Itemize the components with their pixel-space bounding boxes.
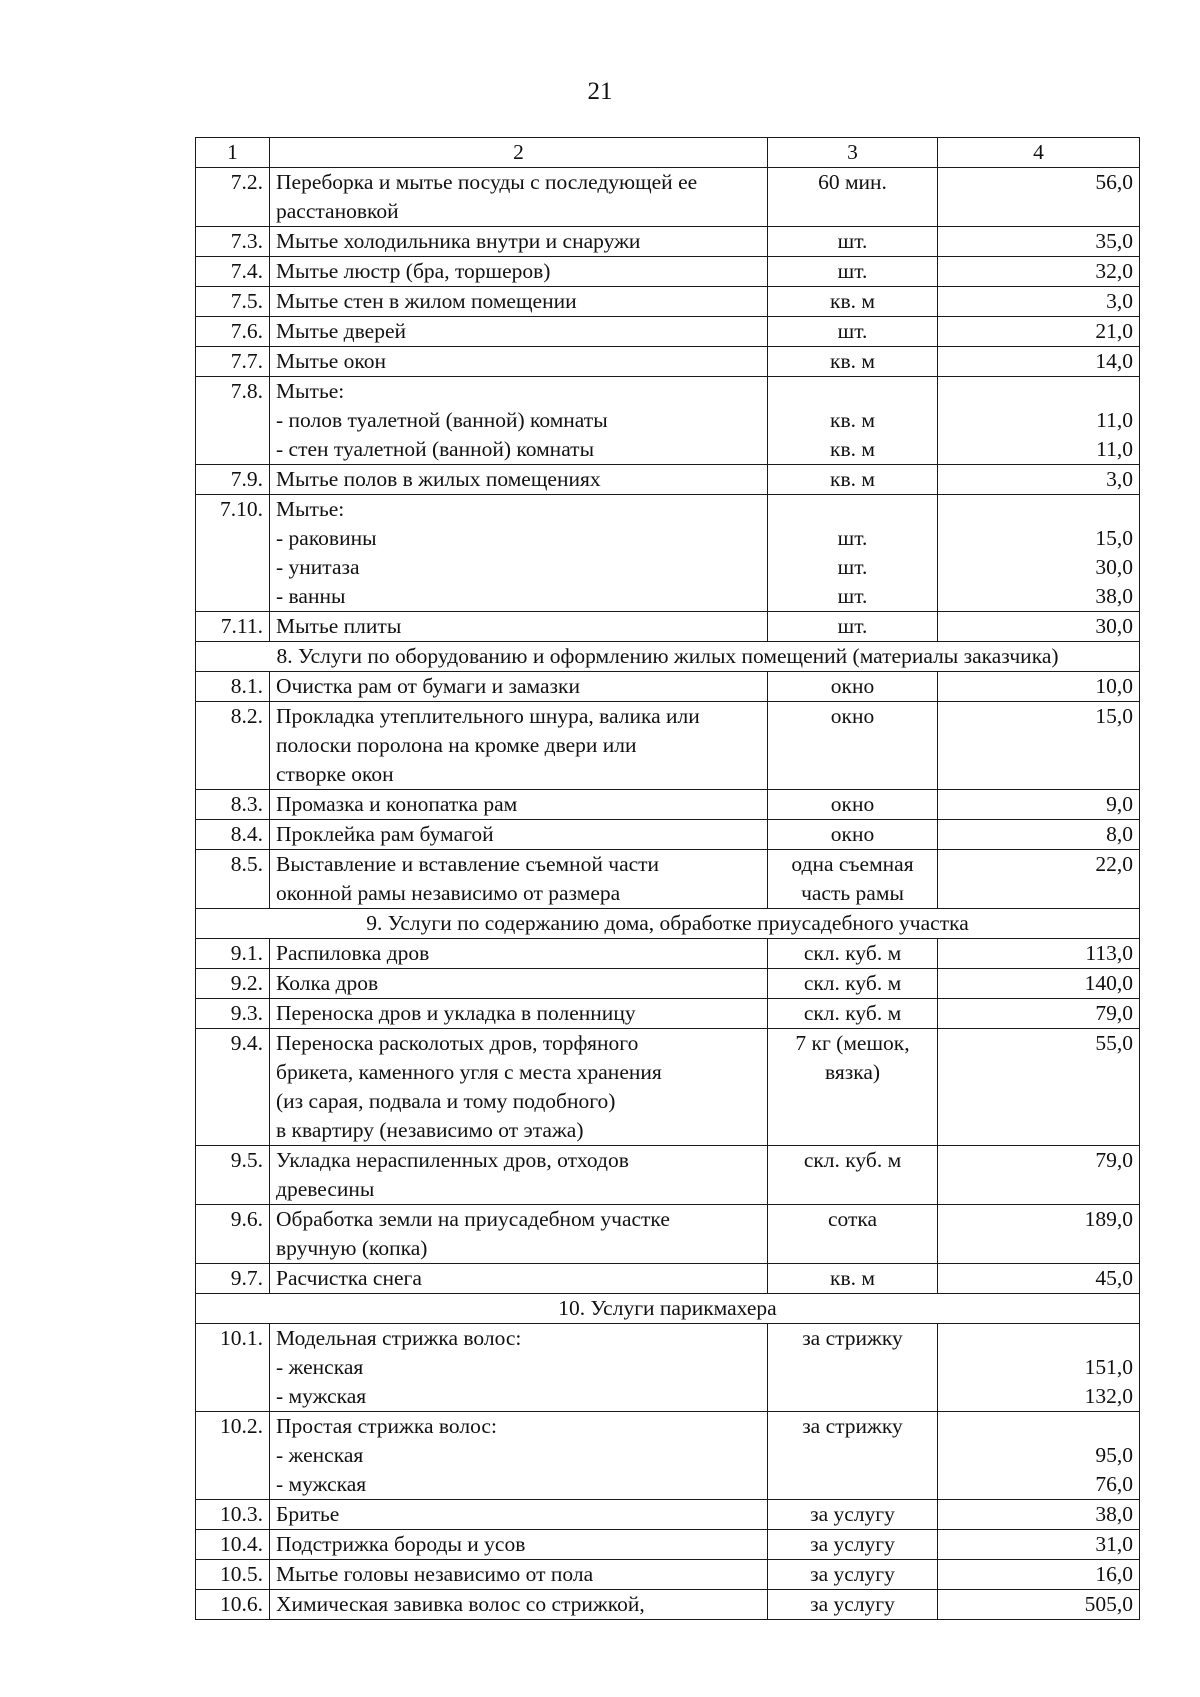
service-description-line: Модельная стрижка волос: bbox=[276, 1326, 522, 1350]
price-cell bbox=[938, 317, 1140, 347]
price-line: 11,0 bbox=[1096, 408, 1133, 432]
price-line: 15,0 bbox=[1095, 704, 1133, 728]
unit-of-measure-line: кв. м bbox=[830, 1266, 875, 1290]
table-row bbox=[196, 1324, 1140, 1412]
unit-of-measure-cell bbox=[768, 1029, 938, 1146]
unit-of-measure-cell bbox=[768, 820, 938, 850]
item-number: 10.5. bbox=[196, 1560, 270, 1590]
unit-of-measure-line: шт. bbox=[837, 584, 868, 608]
service-description-line: Мытье: bbox=[276, 379, 345, 403]
item-number: 7.9. bbox=[196, 465, 270, 495]
price-line: 151,0 bbox=[1084, 1355, 1133, 1379]
unit-of-measure-line: за услугу bbox=[810, 1502, 895, 1526]
unit-of-measure-line: шт. bbox=[837, 555, 868, 579]
item-number: 7.7. bbox=[196, 347, 270, 377]
price-line bbox=[944, 1412, 1133, 1441]
service-description-line: Промазка и конопатка рам bbox=[276, 792, 518, 816]
unit-of-measure-cell bbox=[768, 227, 938, 257]
section-title: 9. Услуги по содержанию дома, обработке приусадебного участка bbox=[196, 909, 1140, 939]
service-description-line: - раковины bbox=[276, 526, 377, 550]
unit-of-measure-line: кв. м bbox=[830, 349, 875, 373]
service-description-cell bbox=[270, 790, 768, 820]
service-description-cell bbox=[270, 672, 768, 702]
item-number: 10.4. bbox=[196, 1530, 270, 1560]
table-row bbox=[196, 702, 1140, 790]
service-description-line: Прокладка утеплительного шнура, валика или bbox=[276, 704, 700, 728]
unit-of-measure-line: одна съемная bbox=[791, 852, 914, 876]
price-line: 3,0 bbox=[1106, 289, 1133, 313]
unit-of-measure-cell bbox=[768, 1412, 938, 1500]
table-row bbox=[196, 1500, 1140, 1530]
service-description-line: Переборка и мытье посуды с последующей ее bbox=[276, 170, 698, 194]
service-description-cell bbox=[270, 612, 768, 642]
price-cell bbox=[938, 287, 1140, 317]
unit-of-measure-cell bbox=[768, 1264, 938, 1294]
unit-of-measure-cell bbox=[768, 1324, 938, 1412]
price-cell bbox=[938, 612, 1140, 642]
price-line: 11,0 bbox=[1096, 437, 1133, 461]
table-row bbox=[196, 317, 1140, 347]
unit-of-measure-line: скл. куб. м bbox=[803, 941, 902, 965]
service-description-line: Укладка нераспиленных дров, отходов bbox=[276, 1148, 629, 1172]
price-line bbox=[944, 377, 1133, 406]
price-line: 22,0 bbox=[1095, 852, 1133, 876]
unit-of-measure-cell bbox=[768, 347, 938, 377]
price-line: 79,0 bbox=[1095, 1001, 1133, 1025]
price-line: 38,0 bbox=[1095, 1502, 1133, 1526]
header-cell-2: 2 bbox=[270, 138, 768, 168]
item-number: 7.11. bbox=[196, 612, 270, 642]
unit-of-measure-line: кв. м bbox=[830, 289, 875, 313]
price-line: 31,0 bbox=[1095, 1532, 1133, 1556]
price-line: 56,0 bbox=[1095, 170, 1133, 194]
service-description-line: вручную (копка) bbox=[276, 1236, 428, 1260]
item-number: 9.6. bbox=[196, 1205, 270, 1264]
service-description-cell bbox=[270, 1560, 768, 1590]
price-cell bbox=[938, 347, 1140, 377]
price-cell bbox=[938, 465, 1140, 495]
price-line: 505,0 bbox=[1084, 1592, 1133, 1616]
service-description-line: Проклейка рам бумагой bbox=[276, 822, 494, 846]
unit-of-measure-cell bbox=[768, 969, 938, 999]
price-cell bbox=[938, 702, 1140, 790]
price-cell bbox=[938, 969, 1140, 999]
service-description-cell bbox=[270, 287, 768, 317]
service-description-line: Мытье головы независимо от пола bbox=[276, 1562, 594, 1586]
unit-of-measure-line: кв. м bbox=[830, 467, 875, 491]
price-line: 30,0 bbox=[1095, 614, 1133, 638]
unit-of-measure-cell bbox=[768, 317, 938, 347]
service-description-line: Колка дров bbox=[276, 971, 379, 995]
table-row bbox=[196, 969, 1140, 999]
service-description-line: Обработка земли на приусадебном участке bbox=[276, 1207, 670, 1231]
price-cell bbox=[938, 1264, 1140, 1294]
service-description-cell bbox=[270, 377, 768, 465]
unit-of-measure-cell bbox=[768, 999, 938, 1029]
price-cell bbox=[938, 227, 1140, 257]
service-description-cell bbox=[270, 1029, 768, 1146]
price-cell bbox=[938, 1029, 1140, 1146]
service-description-line: створке окон bbox=[276, 762, 394, 786]
service-description-cell bbox=[270, 227, 768, 257]
price-line: 95,0 bbox=[1095, 1443, 1133, 1467]
unit-of-measure-line: за стрижку bbox=[802, 1326, 903, 1350]
unit-of-measure-line: кв. м bbox=[830, 437, 875, 461]
unit-of-measure-cell bbox=[768, 287, 938, 317]
unit-of-measure-line: окно bbox=[830, 822, 875, 846]
service-description-cell bbox=[270, 1412, 768, 1500]
service-description-cell bbox=[270, 702, 768, 790]
page-number: 21 bbox=[587, 78, 613, 105]
item-number: 10.3. bbox=[196, 1500, 270, 1530]
unit-of-measure-line: за услугу bbox=[810, 1592, 895, 1616]
price-cell bbox=[938, 257, 1140, 287]
service-description-line: древесины bbox=[276, 1177, 375, 1201]
unit-of-measure-line bbox=[774, 495, 931, 524]
service-description-line: Расчистка снега bbox=[276, 1266, 422, 1290]
item-number: 8.1. bbox=[196, 672, 270, 702]
unit-of-measure-line: 7 кг (мешок, bbox=[795, 1031, 910, 1055]
service-description-line: Бритье bbox=[276, 1502, 340, 1526]
service-description-line: Подстрижка бороды и усов bbox=[276, 1532, 526, 1556]
service-description-cell bbox=[270, 939, 768, 969]
item-number: 7.6. bbox=[196, 317, 270, 347]
service-description-line: Мытье: bbox=[276, 497, 345, 521]
table-row bbox=[196, 1146, 1140, 1205]
unit-of-measure-line: окно bbox=[830, 792, 875, 816]
item-number: 7.3. bbox=[196, 227, 270, 257]
service-description-cell bbox=[270, 347, 768, 377]
unit-of-measure-line: за стрижку bbox=[802, 1414, 903, 1438]
unit-of-measure-cell bbox=[768, 702, 938, 790]
item-number: 9.2. bbox=[196, 969, 270, 999]
unit-of-measure-line: кв. м bbox=[830, 408, 875, 432]
service-description-line: Мытье люстр (бра, торшеров) bbox=[276, 259, 551, 283]
table-row bbox=[196, 820, 1140, 850]
price-cell bbox=[938, 850, 1140, 909]
table-row bbox=[196, 227, 1140, 257]
service-description-line: - ванны bbox=[276, 584, 346, 608]
table-row bbox=[196, 850, 1140, 909]
price-cell bbox=[938, 495, 1140, 612]
service-description-line: брикета, каменного угля с места хранения bbox=[276, 1060, 662, 1084]
service-description-line: Мытье стен в жилом помещении bbox=[276, 289, 577, 313]
table-row bbox=[196, 495, 1140, 612]
header-cell-3: 3 bbox=[768, 138, 938, 168]
unit-of-measure-line: окно bbox=[830, 704, 875, 728]
table-row bbox=[196, 1205, 1140, 1264]
unit-of-measure-cell bbox=[768, 672, 938, 702]
section-title: 10. Услуги парикмахера bbox=[196, 1294, 1140, 1324]
table-row bbox=[196, 287, 1140, 317]
item-number: 8.3. bbox=[196, 790, 270, 820]
unit-of-measure-cell bbox=[768, 168, 938, 227]
item-number: 9.3. bbox=[196, 999, 270, 1029]
unit-of-measure-line: шт. bbox=[837, 229, 868, 253]
service-description-line: - унитаза bbox=[276, 555, 360, 579]
service-description-cell bbox=[270, 1205, 768, 1264]
price-line: 3,0 bbox=[1106, 467, 1133, 491]
unit-of-measure-line: вязка) bbox=[824, 1060, 881, 1084]
table-row bbox=[196, 1412, 1140, 1500]
unit-of-measure-line: за услугу bbox=[810, 1562, 895, 1586]
service-description-line: Переноска дров и укладка в поленницу bbox=[276, 1001, 636, 1025]
service-description-line: (из сарая, подвала и тому подобного) bbox=[276, 1089, 616, 1113]
service-description-cell bbox=[270, 1324, 768, 1412]
service-description-line: Переноска расколотых дров, торфяного bbox=[276, 1031, 639, 1055]
unit-of-measure-cell bbox=[768, 939, 938, 969]
price-line: 8,0 bbox=[1106, 822, 1133, 846]
header-cell-4: 4 bbox=[938, 138, 1140, 168]
service-description-line: расстановкой bbox=[276, 199, 399, 223]
unit-of-measure-cell bbox=[768, 377, 938, 465]
service-description-line: Мытье окон bbox=[276, 349, 387, 373]
service-description-line: Химическая завивка волос со стрижкой, bbox=[276, 1592, 645, 1616]
table-row bbox=[196, 1560, 1140, 1590]
price-cell bbox=[938, 1146, 1140, 1205]
service-description-cell bbox=[270, 257, 768, 287]
unit-of-measure-cell bbox=[768, 495, 938, 612]
price-line: 16,0 bbox=[1095, 1562, 1133, 1586]
service-description-cell bbox=[270, 969, 768, 999]
service-description-line: Распиловка дров bbox=[276, 941, 430, 965]
table-row bbox=[196, 999, 1140, 1029]
service-description-cell bbox=[270, 1500, 768, 1530]
price-line: 38,0 bbox=[1095, 584, 1133, 608]
unit-of-measure-cell bbox=[768, 1590, 938, 1620]
service-description-line: оконной рамы независимо от размера bbox=[276, 881, 621, 905]
section-heading-row bbox=[196, 1294, 1140, 1324]
item-number: 7.5. bbox=[196, 287, 270, 317]
table-row bbox=[196, 257, 1140, 287]
service-description-line: Очистка рам от бумаги и замазки bbox=[276, 674, 580, 698]
price-cell bbox=[938, 672, 1140, 702]
service-description-line: Мытье холодильника внутри и снаружи bbox=[276, 229, 641, 253]
service-description-line: в квартиру (независимо от этажа) bbox=[276, 1118, 584, 1142]
unit-of-measure-cell bbox=[768, 257, 938, 287]
unit-of-measure-line: шт. bbox=[837, 319, 868, 343]
price-line: 45,0 bbox=[1095, 1266, 1133, 1290]
item-number: 7.8. bbox=[196, 377, 270, 465]
header-row bbox=[196, 138, 1140, 168]
service-description-line: - женская bbox=[276, 1355, 364, 1379]
item-number: 9.1. bbox=[196, 939, 270, 969]
unit-of-measure-line: часть рамы bbox=[801, 881, 904, 905]
item-number: 7.2. bbox=[196, 168, 270, 227]
price-line: 30,0 bbox=[1095, 555, 1133, 579]
item-number: 8.4. bbox=[196, 820, 270, 850]
price-line: 76,0 bbox=[1095, 1472, 1133, 1496]
service-description-cell bbox=[270, 999, 768, 1029]
unit-of-measure-line: шт. bbox=[837, 526, 868, 550]
unit-of-measure-cell bbox=[768, 465, 938, 495]
item-number: 8.2. bbox=[196, 702, 270, 790]
service-description-cell bbox=[270, 1146, 768, 1205]
table-row bbox=[196, 612, 1140, 642]
service-description-cell bbox=[270, 317, 768, 347]
table-row bbox=[196, 672, 1140, 702]
service-description-line: Мытье дверей bbox=[276, 319, 406, 343]
table-row bbox=[196, 465, 1140, 495]
price-cell bbox=[938, 1412, 1140, 1500]
service-description-cell bbox=[270, 820, 768, 850]
price-line: 35,0 bbox=[1095, 229, 1133, 253]
service-description-cell bbox=[270, 168, 768, 227]
table-row bbox=[196, 377, 1140, 465]
price-cell bbox=[938, 1324, 1140, 1412]
service-description-cell bbox=[270, 465, 768, 495]
price-line: 140,0 bbox=[1084, 971, 1133, 995]
service-description-cell bbox=[270, 1590, 768, 1620]
table-row bbox=[196, 1590, 1140, 1620]
unit-of-measure-cell bbox=[768, 1560, 938, 1590]
table-row bbox=[196, 347, 1140, 377]
price-cell bbox=[938, 790, 1140, 820]
item-number: 9.4. bbox=[196, 1029, 270, 1146]
item-number: 10.1. bbox=[196, 1324, 270, 1412]
price-cell bbox=[938, 168, 1140, 227]
price-line: 132,0 bbox=[1084, 1384, 1133, 1408]
unit-of-measure-line: 60 мин. bbox=[818, 170, 887, 194]
price-line: 55,0 bbox=[1095, 1031, 1133, 1055]
price-line: 15,0 bbox=[1095, 526, 1133, 550]
service-description-cell bbox=[270, 495, 768, 612]
unit-of-measure-line: скл. куб. м bbox=[803, 1001, 902, 1025]
table-row bbox=[196, 790, 1140, 820]
item-number: 9.5. bbox=[196, 1146, 270, 1205]
price-line bbox=[944, 1324, 1133, 1353]
table-row bbox=[196, 939, 1140, 969]
price-line: 10,0 bbox=[1095, 674, 1133, 698]
unit-of-measure-line: сотка bbox=[827, 1207, 878, 1231]
item-number: 10.6. bbox=[196, 1590, 270, 1620]
section-title: 8. Услуги по оборудованию и оформлению жилых помещений (материалы заказчика) bbox=[196, 642, 1140, 672]
section-heading-row bbox=[196, 642, 1140, 672]
price-cell bbox=[938, 999, 1140, 1029]
price-cell bbox=[938, 1205, 1140, 1264]
price-table bbox=[195, 137, 1140, 1620]
price-line: 14,0 bbox=[1095, 349, 1133, 373]
service-description-line: - мужская bbox=[276, 1472, 367, 1496]
service-description-line: Мытье полов в жилых помещениях bbox=[276, 467, 601, 491]
price-cell bbox=[938, 820, 1140, 850]
price-cell bbox=[938, 1590, 1140, 1620]
unit-of-measure-line: скл. куб. м bbox=[803, 1148, 902, 1172]
service-description-line: - женская bbox=[276, 1443, 364, 1467]
service-description-line: полоски поролона на кромке двери или bbox=[276, 733, 637, 757]
unit-of-measure-cell bbox=[768, 790, 938, 820]
section-heading-row bbox=[196, 909, 1140, 939]
service-description-line: - стен туалетной (ванной) комнаты bbox=[276, 437, 595, 461]
item-number: 8.5. bbox=[196, 850, 270, 909]
table-row bbox=[196, 1530, 1140, 1560]
item-number: 10.2. bbox=[196, 1412, 270, 1500]
item-number: 7.4. bbox=[196, 257, 270, 287]
price-line: 21,0 bbox=[1095, 319, 1133, 343]
service-description-line: - полов туалетной (ванной) комнаты bbox=[276, 408, 608, 432]
service-description-cell bbox=[270, 1264, 768, 1294]
service-description-line: Выставление и вставление съемной части bbox=[276, 852, 660, 876]
service-description-line: Простая стрижка волос: bbox=[276, 1414, 497, 1438]
service-description-line: Мытье плиты bbox=[276, 614, 402, 638]
unit-of-measure-line bbox=[774, 377, 931, 406]
price-cell bbox=[938, 1530, 1140, 1560]
unit-of-measure-cell bbox=[768, 1205, 938, 1264]
item-number: 9.7. bbox=[196, 1264, 270, 1294]
item-number: 7.10. bbox=[196, 495, 270, 612]
unit-of-measure-cell bbox=[768, 1146, 938, 1205]
price-line: 189,0 bbox=[1084, 1207, 1133, 1231]
unit-of-measure-cell bbox=[768, 1500, 938, 1530]
unit-of-measure-line: шт. bbox=[837, 614, 868, 638]
price-line: 79,0 bbox=[1095, 1148, 1133, 1172]
table-row bbox=[196, 168, 1140, 227]
price-line: 9,0 bbox=[1106, 792, 1133, 816]
table-row bbox=[196, 1264, 1140, 1294]
unit-of-measure-cell bbox=[768, 612, 938, 642]
table-row bbox=[196, 1029, 1140, 1146]
price-cell bbox=[938, 377, 1140, 465]
price-cell bbox=[938, 939, 1140, 969]
unit-of-measure-line: окно bbox=[830, 674, 875, 698]
price-line bbox=[944, 495, 1133, 524]
price-line: 32,0 bbox=[1095, 259, 1133, 283]
price-line: 113,0 bbox=[1085, 941, 1133, 965]
service-description-cell bbox=[270, 1530, 768, 1560]
unit-of-measure-cell bbox=[768, 1530, 938, 1560]
price-cell bbox=[938, 1500, 1140, 1530]
unit-of-measure-line: за услугу bbox=[810, 1532, 895, 1556]
unit-of-measure-cell bbox=[768, 850, 938, 909]
unit-of-measure-line: шт. bbox=[837, 259, 868, 283]
table-body bbox=[196, 138, 1140, 1620]
service-description-cell bbox=[270, 850, 768, 909]
service-description-line: - мужская bbox=[276, 1384, 367, 1408]
header-cell-1: 1 bbox=[196, 138, 270, 168]
unit-of-measure-line: скл. куб. м bbox=[803, 971, 902, 995]
price-cell bbox=[938, 1560, 1140, 1590]
